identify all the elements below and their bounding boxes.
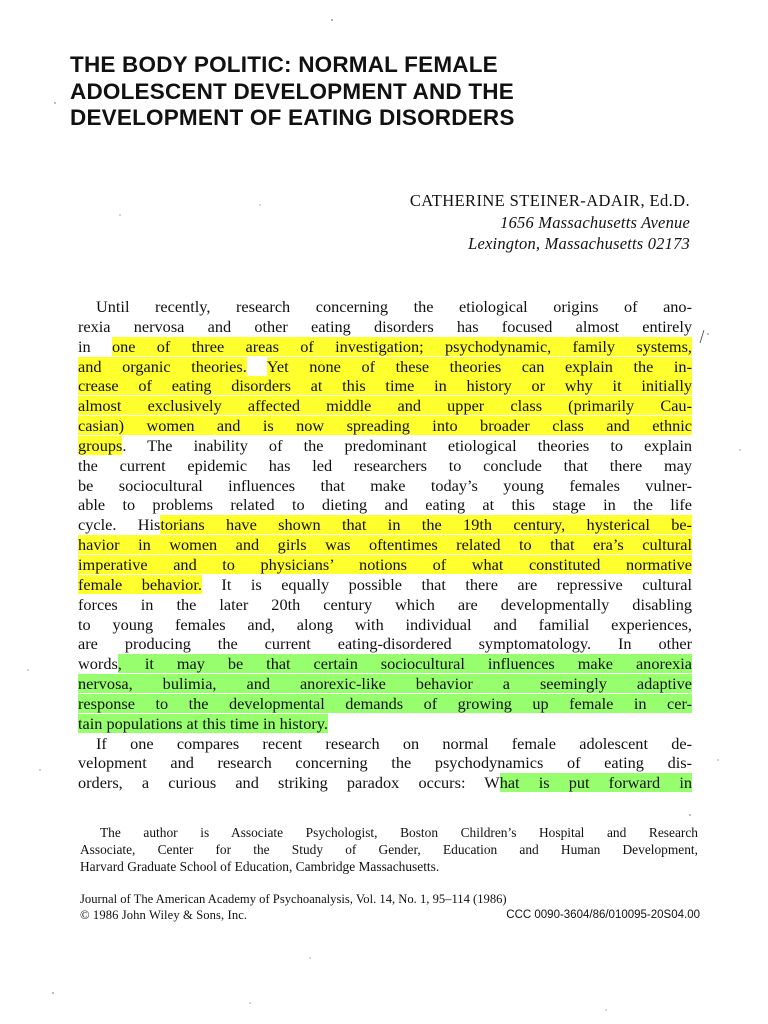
speck — [739, 449, 740, 450]
body-text-segment: . The inability of the predominant etiological theories to explain — [122, 435, 692, 455]
speck — [689, 814, 690, 815]
highlight-green: nervosa, bulimia, and anorexic-like behavior a seemingly adaptive — [78, 674, 692, 694]
highlight-yellow: and organic theories. — [78, 356, 247, 376]
copyright-notice: © 1986 John Wiley & Sons, Inc. — [80, 908, 248, 922]
author-name: CATHERINE STEINER-ADAIR, Ed.D. — [409, 191, 690, 210]
speck — [717, 759, 718, 760]
footnote-line-1: The author is Associate Psychologist, Boston Children’s Hospital and Research — [100, 825, 698, 840]
body-text-segment: able to problems related to dieting and eating at this stage in the life — [78, 495, 692, 515]
body-text-segment: orders, a curious and striking paradox occurs: W — [78, 773, 500, 793]
highlight-yellow: groups — [78, 435, 123, 455]
author-affiliation-footnote — [80, 824, 698, 876]
speck — [707, 333, 708, 334]
body-line — [78, 376, 692, 396]
body-text-segment: are producing the current eating-disordered symptomatology. In other — [78, 634, 692, 654]
highlight-yellow: female behavior. — [78, 574, 202, 594]
speck — [259, 204, 260, 205]
body-line — [78, 694, 692, 714]
body-text-segment: If one compares recent research on normal female adolescent de- — [96, 733, 692, 753]
highlight-green: tain populations at this time in history. — [78, 713, 328, 733]
body-line — [78, 634, 692, 654]
body-text-segment: It is equally possible that there are repressive cultural — [201, 574, 692, 594]
body-line — [78, 674, 692, 694]
body-line — [78, 753, 692, 773]
speck — [39, 769, 40, 770]
body-line — [78, 416, 692, 436]
body-text-segment: the current epidemic has led researchers to conclude that there may — [78, 455, 692, 475]
body-line — [78, 297, 692, 317]
body-line — [78, 317, 692, 337]
body-text-segment: be sociocultural influences that make today’s young females vulner- — [78, 475, 692, 495]
highlight-yellow: torians have shown that in the 19th century, hysterical be- — [160, 515, 692, 535]
footnote-line-3: Harvard Graduate School of Education, Cambridge Massachusetts. — [80, 859, 440, 875]
body-line — [78, 615, 692, 635]
journal-citation: Journal of The American Academy of Psychoanalysis, Vol. 14, No. 1, 95–114 (1986) — [80, 892, 507, 906]
body-line — [78, 734, 692, 754]
body-text-segment: to young females and, along with individual and familial experiences, — [78, 614, 692, 634]
highlight-yellow: Yet none of these theories can explain the in- — [266, 356, 692, 376]
highlight-yellow: imperative and to physicians’ notions of what constituted normative — [78, 554, 692, 574]
article-body — [78, 297, 692, 793]
body-line — [78, 595, 692, 615]
speck — [119, 214, 120, 215]
body-text-segment: rexia nervosa and other eating disorders has focused almost entirely — [78, 316, 692, 336]
highlight-green: hat is put forward in — [499, 773, 692, 793]
speck — [27, 669, 28, 670]
body-text-segment: Until recently, research concerning the etiological origins of ano- — [96, 297, 692, 316]
highlight-yellow: casian) women and is now spreading into broader class and ethnic — [78, 416, 692, 436]
speck — [52, 992, 53, 993]
journal-info — [80, 891, 700, 923]
highlight-yellow: havior in women and girls was oftentimes related to that era’s cultural — [78, 535, 692, 555]
body-line — [78, 714, 692, 734]
pen-mark — [700, 330, 704, 343]
title-line-2: ADOLESCENT DEVELOPMENT AND THE — [70, 78, 514, 104]
body-text-segment: in — [78, 336, 112, 356]
body-line — [78, 396, 692, 416]
ccc-code: CCC 0090-3604/86/010095-20S04.00 — [506, 909, 700, 921]
highlight-green: , it may be that certain sociocultural influences make anorexia — [117, 654, 692, 674]
title-line-3: DEVELOPMENT OF EATING DISORDERS — [70, 105, 515, 130]
speck — [605, 1009, 606, 1010]
highlight-yellow: one of three areas of investigation; psychodynamic, family systems, — [111, 336, 692, 356]
body-text-segment — [247, 357, 267, 376]
body-text-segment: forces in the later 20th century which are developmentally disabling — [78, 594, 692, 614]
footnote-line-2: Associate, Center for the Study of Gender, Education and Human Development, — [80, 842, 698, 858]
article-title — [70, 52, 710, 132]
body-text-segment: velopment and research concerning the psychodynamics of eating dis- — [78, 753, 692, 773]
body-line — [78, 555, 692, 575]
highlight-yellow: crease of eating disorders at this time in history or why it initially — [78, 376, 692, 396]
title-line-1: THE BODY POLITIC: NORMAL FEMALE — [70, 52, 498, 77]
speck — [54, 102, 55, 103]
speck — [249, 1002, 250, 1003]
body-line — [78, 575, 692, 595]
speck — [331, 19, 333, 21]
highlight-yellow: almost exclusively affected middle and upper class (primarily Cau- — [78, 396, 692, 416]
body-line — [78, 535, 692, 555]
author-address-city: Lexington, Massachusetts 02173 — [468, 234, 690, 253]
author-address-street: 1656 Massachusetts Avenue — [500, 212, 690, 232]
body-text-segment: words — [78, 654, 118, 674]
body-line — [78, 357, 692, 377]
author-block — [410, 190, 690, 255]
body-line — [78, 337, 692, 357]
body-line — [78, 495, 692, 515]
body-line — [78, 476, 692, 496]
speck — [309, 957, 310, 958]
body-line — [78, 773, 692, 793]
body-line — [78, 515, 692, 535]
body-text-segment: cycle. His — [78, 515, 161, 535]
highlight-green: response to the developmental demands of growing up female in cer- — [78, 693, 692, 713]
journal-row — [80, 907, 700, 923]
body-line — [78, 654, 692, 674]
body-line — [78, 436, 692, 456]
body-line — [78, 456, 692, 476]
